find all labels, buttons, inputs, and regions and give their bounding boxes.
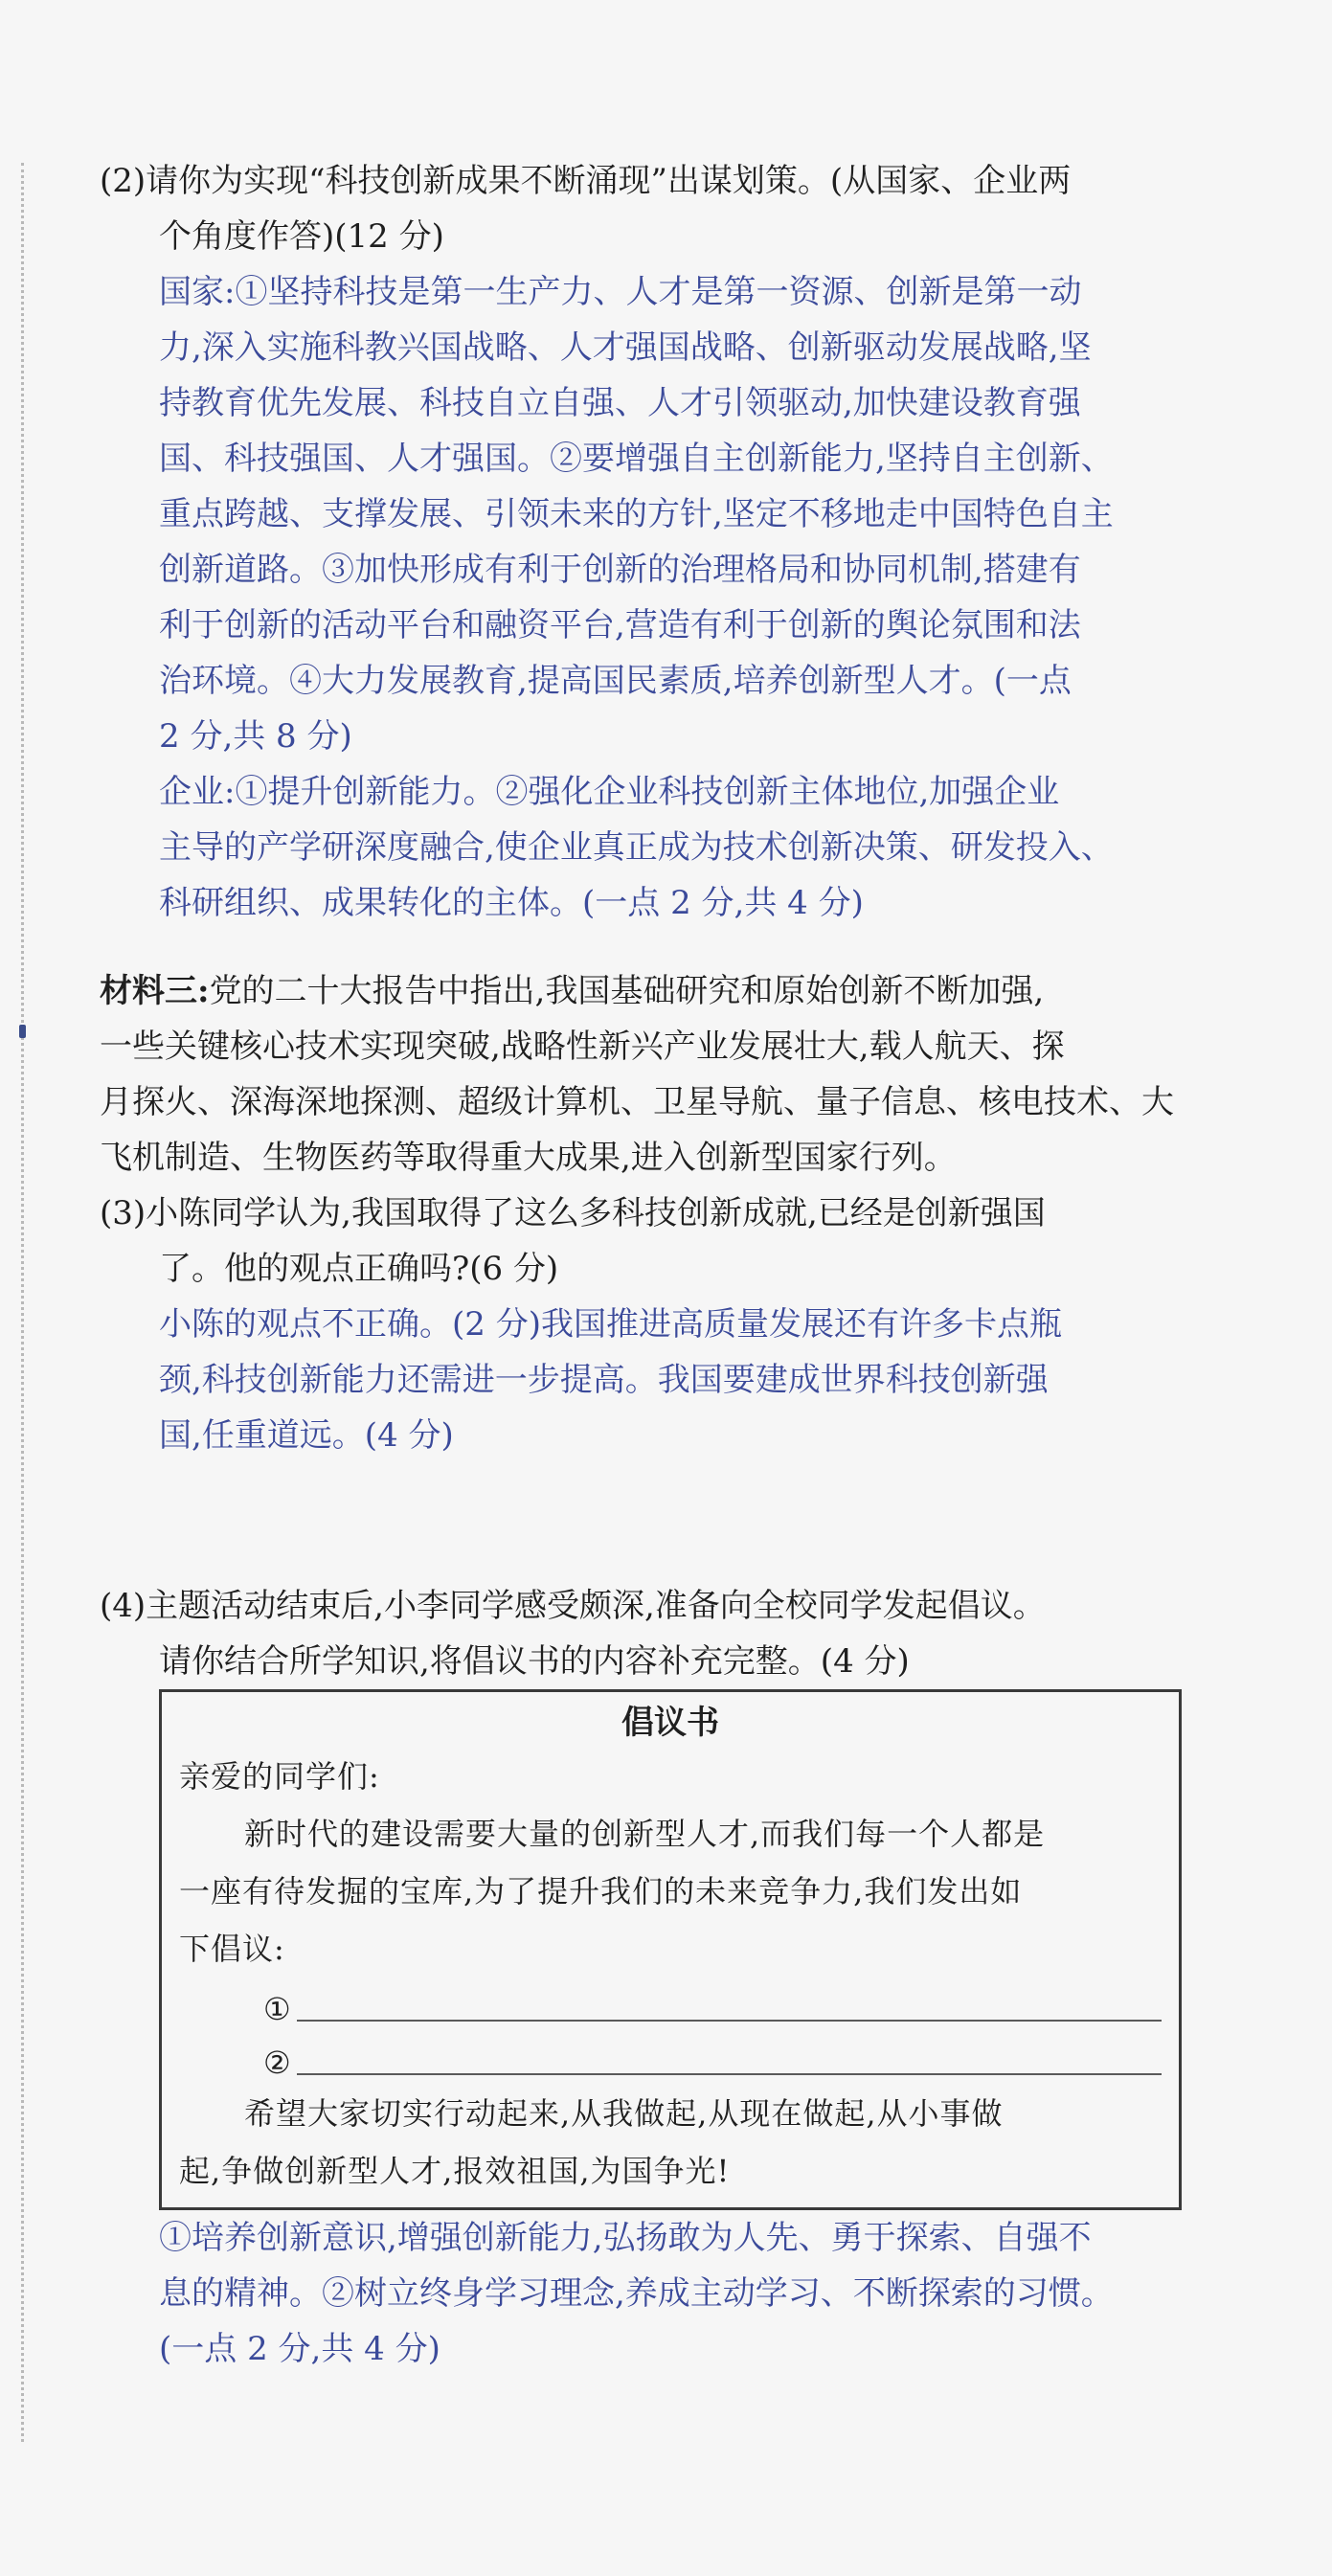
answer-line: 创新道路。③加快形成有利于创新的治理格局和协同机制,搭建有 [159, 551, 1081, 589]
answer-line: 企业:①提升创新能力。②强化企业科技创新主体地位,加强企业 [159, 773, 1060, 811]
proposal-closing-line: 起,争做创新型人才,报效祖国,为国争光! [179, 2153, 731, 2189]
material-3-text: 飞机制造、生物医药等取得重大成果,进入创新型国家行列。 [100, 1139, 957, 1177]
fill-in-line [297, 2020, 1162, 2022]
proposal-closing-line: 希望大家切实行动起来,从我做起,从现在做起,从小事做 [244, 2095, 1004, 2132]
proposal-letter-box [159, 1689, 1182, 2210]
proposal-blank-2[interactable] [179, 2031, 1162, 2085]
proposal-body-line: 新时代的建设需要大量的创新型人才,而我们每一个人都是 [244, 1816, 1046, 1852]
question-3 [100, 1186, 1201, 1463]
material-3-text: 月探火、深海深地探测、超级计算机、卫星导航、量子信息、核电技术、大 [100, 1083, 1174, 1121]
margin-marker [19, 1025, 26, 1038]
material-3-first-line [100, 963, 1201, 1019]
answer-line: 力,深入实施科教兴国战略、人才强国战略、创新驱动发展战略,坚 [159, 328, 1092, 367]
answer-line: 息的精神。②树立终身学习理念,养成主动学习、不断探索的习惯。 [159, 2274, 1114, 2313]
answer-line: 国,任重道远。(4 分) [159, 1416, 454, 1455]
answer-line: 治环境。④大力发展教育,提高国民素质,培养创新型人才。(一点 [159, 662, 1072, 700]
proposal-blank-1[interactable] [179, 1977, 1162, 2031]
answer-line: 利于创新的活动平台和融资平台,营造有利于创新的舆论氛围和法 [159, 606, 1081, 644]
question-3-answer [100, 1297, 1201, 1463]
blank-1-number: ① [263, 1991, 291, 2027]
answer-line: 2 分,共 8 分) [159, 717, 352, 756]
material-3-text: 党的二十大报告中指出,我国基础研究和原始创新不断加强, [209, 972, 1045, 1010]
fill-in-line [297, 2073, 1162, 2075]
question-3-prompt: 了。他的观点正确吗?(6 分) [159, 1250, 559, 1288]
question-4-prompt: (4)主题活动结束后,小李同学感受颇深,准备向全校同学发起倡议。 [100, 1587, 1046, 1625]
answer-line: 小陈的观点不正确。(2 分)我国推进高质量发展还有许多卡点瓶 [159, 1305, 1062, 1344]
answer-line: 科研组织、成果转化的主体。(一点 2 分,共 4 分) [159, 884, 864, 922]
proposal-title: 倡议书 [621, 1704, 719, 1742]
worksheet-page [100, 153, 1201, 2377]
question-4-prompt: 请你结合所学知识,将倡议书的内容补充完整。(4 分) [159, 1642, 910, 1681]
question-2 [100, 153, 1201, 931]
question-4-answer [100, 2210, 1201, 2377]
proposal-greeting: 亲爱的同学们: [179, 1758, 380, 1795]
binding-margin-dotted-line [21, 163, 24, 2442]
material-3-text: 一些关键核心技术实现突破,战略性新兴产业发展壮大,载人航天、探 [100, 1028, 1065, 1066]
question-2-prompt: (2)请你为实现“科技创新成果不断涌现”出谋划策。(从国家、企业两 [100, 162, 1072, 200]
answer-line: (一点 2 分,共 4 分) [159, 2330, 440, 2368]
question-4 [100, 1578, 1201, 2377]
answer-line: 国家:①坚持科技是第一生产力、人才是第一资源、创新是第一动 [159, 273, 1082, 311]
answer-line: 颈,科技创新能力还需进一步提高。我国要建成世界科技创新强 [159, 1361, 1049, 1399]
answer-line: 持教育优先发展、科技自立自强、人才引领驱动,加快建设教育强 [159, 384, 1081, 422]
answer-line: 重点跨越、支撑发展、引领未来的方针,坚定不移地走中国特色自主 [159, 495, 1114, 533]
material-3-label: 材料三: [100, 972, 210, 1010]
answer-line: 国、科技强国、人才强国。②要增强自主创新能力,坚持自主创新、 [159, 440, 1114, 478]
proposal-body-line: 下倡议: [179, 1931, 285, 1967]
answer-line: 主导的产学研深度融合,使企业真正成为技术创新决策、研发投入、 [159, 828, 1114, 867]
proposal-body-line: 一座有待发掘的宝库,为了提升我们的未来竞争力,我们发出如 [179, 1873, 1023, 1909]
question-3-prompt: (3)小陈同学认为,我国取得了这么多科技创新成就,已经是创新强国 [100, 1194, 1046, 1232]
question-2-answer [100, 264, 1201, 931]
material-3 [100, 963, 1201, 1186]
blank-2-number: ② [263, 2045, 291, 2081]
answer-line: ①培养创新意识,增强创新能力,弘扬敢为人先、勇于探索、自强不 [159, 2219, 1092, 2257]
question-2-prompt: 个角度作答)(12 分) [159, 217, 444, 256]
